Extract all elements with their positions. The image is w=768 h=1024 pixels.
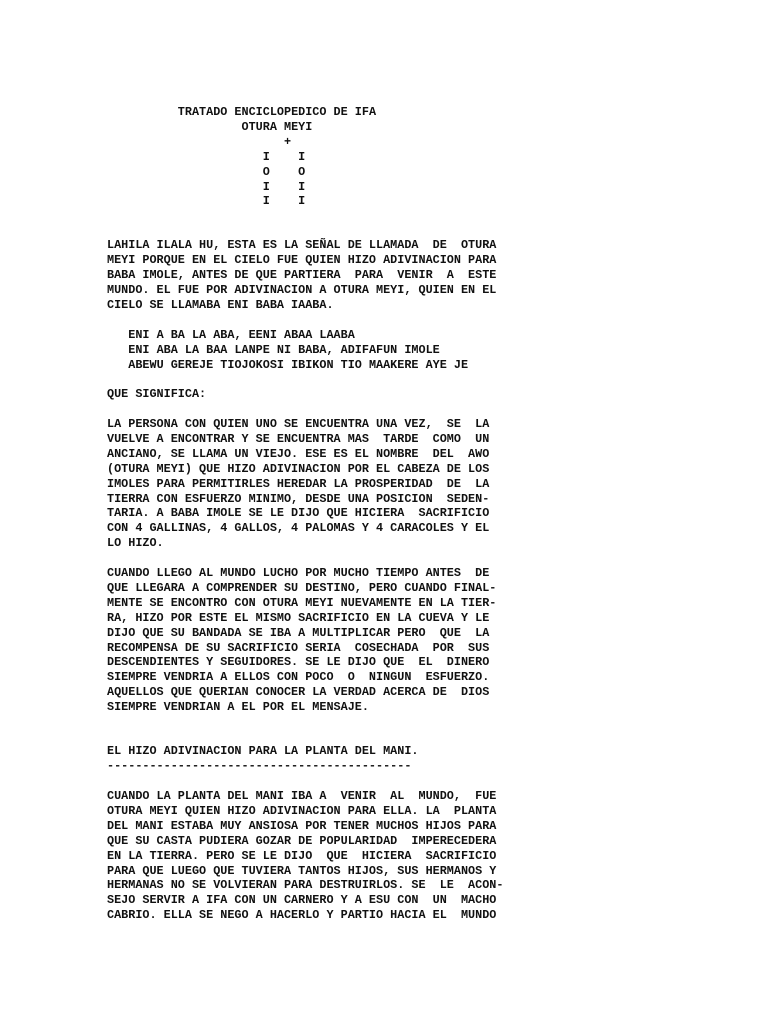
ifa-sign-row: O O [262,164,306,179]
text-line: SIEMPRE VENDRIA A ELLOS CON POCO O NINGUN ESFUERZO. [107,670,490,685]
verse-block [107,328,468,373]
text-line: VUELVE A ENCONTRAR Y SE ENCUENTRA MAS TARDE COMO UN [107,431,490,446]
document-title: TRATADO ENCICLOPEDICO DE IFA [177,105,377,119]
text-line: MUNDO. EL FUE POR ADIVINACION A OTURA MEYI, QUIEN EN EL [107,282,497,297]
text-line: LAHILA ILALA HU, ESTA ES LA SEÑAL DE LLAMADA DE OTURA [107,238,497,252]
text-line: DIJO QUE SU BANDADA SE IBA A MULTIPLICAR PERO QUE LA [107,625,490,640]
text-line: LO HIZO. [107,536,164,551]
text-line: CUANDO LA PLANTA DEL MANI IBA A VENIR AL MUNDO, FUE [107,789,497,803]
text-line: OTURA MEYI QUIEN HIZO ADIVINACION PARA ELLA. LA PLANTA [107,803,497,818]
text-line: DESCENDIENTES Y SEGUIDORES. SE LE DIJO QUE EL DINERO [107,655,490,670]
text-line: QUE LLEGARA A COMPRENDER SU DESTINO, PERO CUANDO FINAL- [107,580,497,595]
text-line: CUANDO LLEGO AL MUNDO LUCHO POR MUCHO TIEMPO ANTES DE [107,566,490,580]
text-line: RA, HIZO POR ESTE EL MISMO SACRIFICIO EN LA CUEVA Y LE [107,610,490,625]
text-line: MEYI PORQUE EN EL CIELO FUE QUIEN HIZO ADIVINACION PARA [107,252,497,267]
ifa-sign-row: I I [262,179,306,194]
document-subtitle: OTURA MEYI [241,119,313,134]
peanut-paragraph [107,789,503,923]
verse-line: ABEWU GEREJE TIOJOKOSI IBIKON TIO MAAKERE AYE JE [128,357,469,372]
text-line: LA PERSONA CON QUIEN UNO SE ENCUENTRA UNA VEZ, SE LA [107,417,490,431]
text-line: CON 4 GALLINAS, 4 GALLOS, 4 PALOMAS Y 4 CARACOLES Y EL [107,521,490,536]
document-header [107,105,376,209]
text-line: PARA QUE LUEGO QUE TUVIERA TANTOS HIJOS, SUS HERMANOS Y [107,863,497,878]
text-line: SIEMPRE VENDRIAN A EL POR EL MENSAJE. [107,700,369,715]
text-line: CABRIO. ELLA SE NEGO A HACERLO Y PARTIO HACIA EL MUNDO [107,908,497,923]
section-heading: EL HIZO ADIVINACION PARA LA PLANTA DEL MANI. [107,744,419,758]
text-line: DEL MANI ESTABA MUY ANSIOSA POR TENER MUCHOS HIJOS PARA [107,818,497,833]
destiny-paragraph [107,566,496,715]
question-line: QUE SIGNIFICA: [107,387,207,401]
text-line: TIERRA CON ESFUERZO MINIMO, DESDE UNA POSICION SEDEN- [107,491,490,506]
text-line: RECOMPENSA DE SU SACRIFICIO SERIA COSECHADA POR SUS [107,640,490,655]
meaning-paragraph [107,417,489,551]
text-line: ANCIANO, SE LLAMA UN VIEJO. ESE ES EL NOMBRE DEL AWO [107,446,490,461]
text-line: TARIA. A BABA IMOLE SE LE DIJO QUE HICIERA SACRIFICIO [107,506,490,521]
text-line: MENTE SE ENCONTRO CON OTURA MEYI NUEVAMENTE EN LA TIER- [107,595,497,610]
text-line: EN LA TIERRA. PERO SE LE DIJO QUE HICIERA SACRIFICIO [107,848,497,863]
ifa-sign-row: I I [262,194,306,209]
text-line: SEJO SERVIR A IFA CON UN CARNERO Y A ESU CON UN MACHO [107,893,497,908]
text-line: AQUELLOS QUE QUERIAN CONOCER LA VERDAD ACERCA DE DIOS [107,685,490,700]
text-line: HERMANAS NO SE VOLVIERAN PARA DESTRUIRLOS. SE LE ACON- [107,878,504,893]
ifa-sign-row: I I [262,149,306,164]
section-heading-block [107,744,419,774]
text-line: CIELO SE LLAMABA ENI BABA IAABA. [107,297,334,312]
verse-line: ENI ABA LA BAA LANPE NI BABA, ADIFAFUN IMOLE [128,342,440,357]
text-line: QUE SU CASTA PUDIERA GOZAR DE POPULARIDAD IMPERECEDERA [107,833,497,848]
ifa-sign-cross: + [283,134,292,149]
text-line: IMOLES PARA PERMITIRLES HEREDAR LA PROSPERIDAD DE LA [107,476,490,491]
verse-line: ENI A BA LA ABA, EENI ABAA LAABA [128,328,355,342]
intro-paragraph [107,238,496,313]
text-line: (OTURA MEYI) QUE HIZO ADIVINACION POR EL CABEZA DE LOS [107,461,490,476]
section-rule: ------------------------------------------- [107,758,412,773]
text-line: BABA IMOLE, ANTES DE QUE PARTIERA PARA VENIR A ESTE [107,267,497,282]
